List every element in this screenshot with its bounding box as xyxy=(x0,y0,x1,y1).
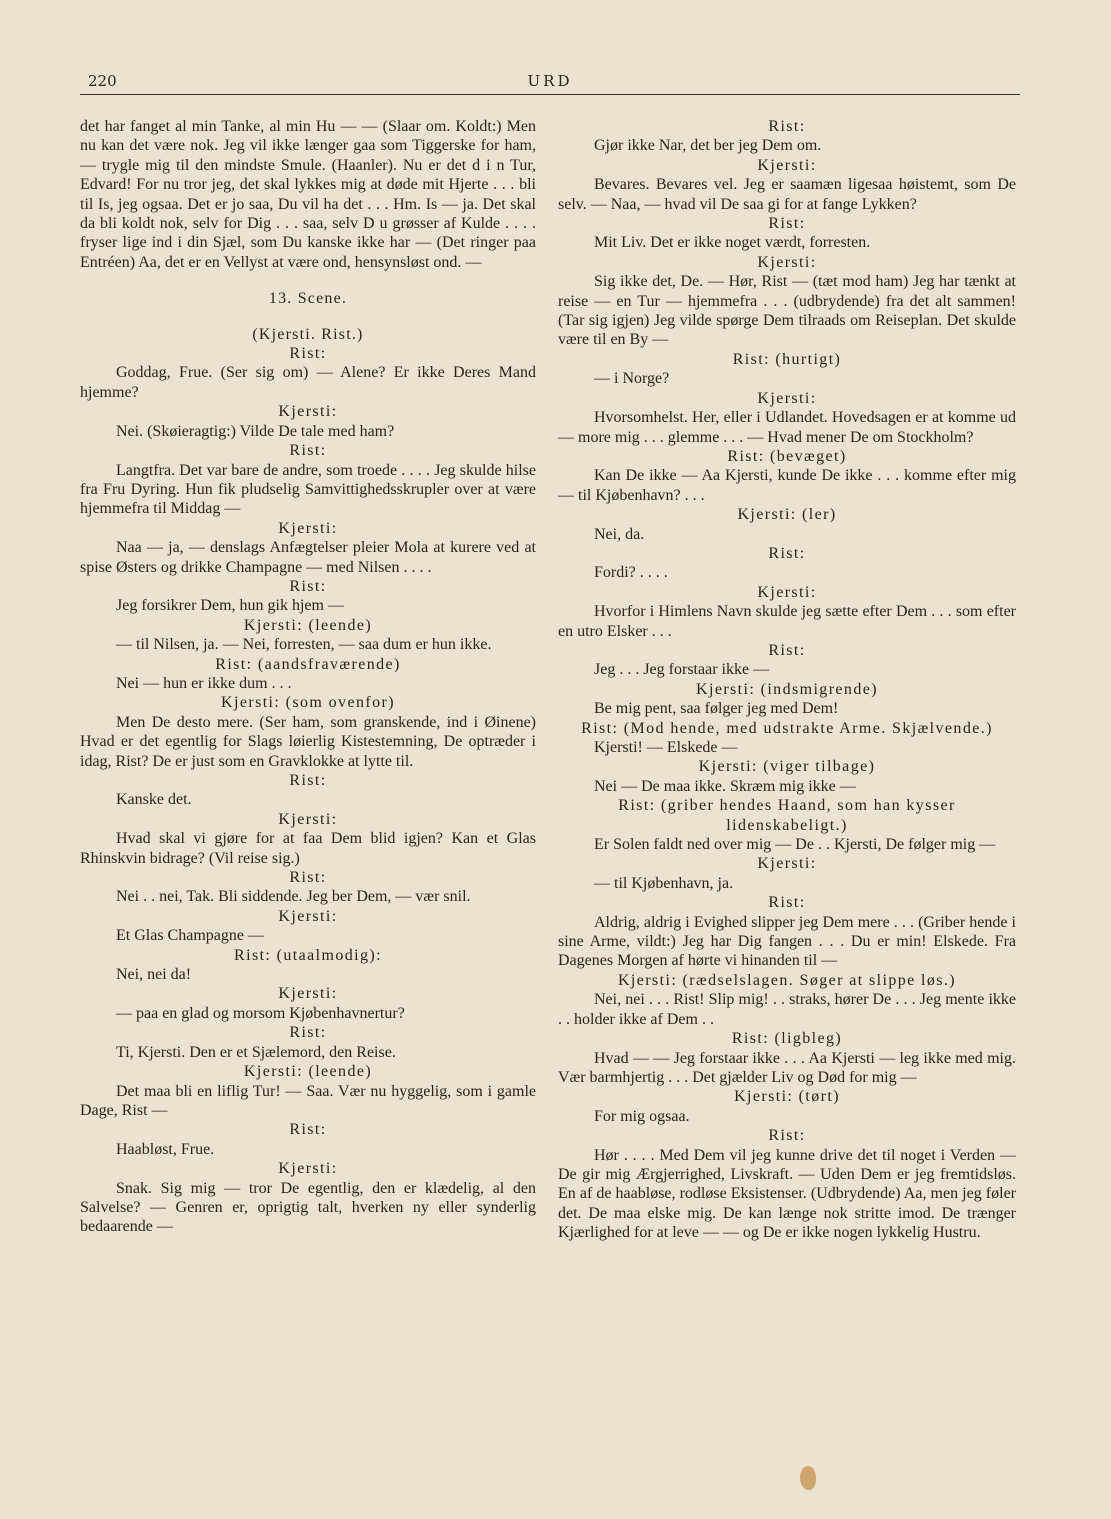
dialogue-paragraph: Kjersti! — Elskede — xyxy=(594,739,738,756)
dialogue-paragraph: Ti, Kjersti. Den er et Sjælemord, den Reise. xyxy=(116,1043,396,1061)
speaker-label: Kjersti: xyxy=(278,985,338,1003)
dialogue-paragraph: Naa — ja, — denslags Anfægtelser pleier Mola at kurere ved at spise Østers og drikke Champagne — med Nilsen . . . . xyxy=(80,539,536,576)
speaker-label: Kjersti: xyxy=(278,1160,338,1178)
speaker-label: Kjersti: (leende) xyxy=(243,616,373,634)
dialogue-paragraph: Gjør ikke Nar, det ber jeg Dem om. xyxy=(594,137,822,155)
dialogue-paragraph: Mit Liv. Det er ikke noget værdt, forresten. xyxy=(594,234,871,252)
dialogue-paragraph: Bevares. Bevares vel. Jeg er saamæn ligesaa høistemt, som De selv. — Naa, — hvad vil De saa gi for at fange Lykken? xyxy=(558,176,1016,213)
dialogue-paragraph: Snak. Sig mig — tror De egentlig, den er klædelig, al den Salvelse? — Genren er, oprigtig talt, hverken ny eller synderlig bedaarende — xyxy=(80,1179,536,1236)
speaker-label: Rist: xyxy=(768,1127,806,1145)
dialogue-paragraph: Kanske det. xyxy=(116,791,192,809)
dialogue-paragraph: Hvorfor i Himlens Navn skulde jeg sætte efter Dem . . . som efter en utro Elsker . . . xyxy=(558,603,1016,640)
dialogue-paragraph: Et Glas Champagne — xyxy=(116,927,264,945)
speaker-label: Rist: xyxy=(768,641,806,659)
speaker-label: Rist: xyxy=(768,215,806,233)
dialogue-paragraph: Langtfra. Det var bare de andre, som troede . . . . Jeg skulde hilse fra Fru Dyring. Hun fik pludselig Samvittighedsskrupler over at være hjemmefra til Middag — xyxy=(80,461,536,518)
ink-stain xyxy=(800,1466,816,1490)
speaker-label: Rist: xyxy=(289,345,327,363)
speaker-label: Rist: (utaalmodig): xyxy=(234,946,382,964)
dialogue-paragraph: Er Solen faldt ned over mig — De . . Kjersti, De følger mig — xyxy=(594,836,996,854)
dialogue-paragraph: — til Kjøbenhavn, ja. xyxy=(594,874,734,892)
speaker-label: Rist: (griber hendes Haand, som han kysser lidenskabeligt.) xyxy=(618,797,956,834)
dialogue-paragraph: Nei, nei . . . Rist! Slip mig! . . straks, hører De . . . Jeg mente ikke . . holder ikke af Dem . . xyxy=(558,991,1016,1028)
dialogue-paragraph: Nei — De maa ikke. Skræm mig ikke — xyxy=(594,777,856,795)
speaker-label: Kjersti: xyxy=(757,583,817,601)
spacer xyxy=(80,272,536,289)
speaker-label: Kjersti: xyxy=(757,389,817,407)
speaker-label: Rist: xyxy=(289,1121,327,1139)
dialogue-paragraph: Aldrig, aldrig i Evighed slipper jeg Dem mere . . . (Griber hende i sine Arme, vildt:) Jeg har Dig fangen . . . Du er min! Elskede. Fra Dagenes Morgen af hørte vi hinanden til — xyxy=(558,913,1016,970)
speaker-label: Rist: (ligbleg) xyxy=(731,1030,843,1048)
speaker-label: Rist: xyxy=(289,442,327,460)
dialogue-paragraph: Hvad skal vi gjøre for at faa Dem blid igjen? Kan et Glas Rhinskvin bidrage? (Vil reise sig.) xyxy=(80,830,536,867)
speaker-label: Kjersti: xyxy=(278,403,338,421)
speaker-label: Kjersti: (rædselslagen. Søger at slippe løs.) xyxy=(617,971,957,989)
speaker-label: Kjersti: xyxy=(278,810,338,828)
speaker-label: Kjersti: xyxy=(278,519,338,537)
dialogue-paragraph: Jeg forsikrer Dem, hun gik hjem — xyxy=(116,597,344,615)
dialogue-paragraph: Fordi? . . . . xyxy=(594,564,668,582)
running-title: URD xyxy=(527,72,573,90)
speaker-label: Rist: (aandsfraværende) xyxy=(215,655,401,673)
speaker-label: Kjersti: xyxy=(757,156,817,174)
speaker-label: Kjersti: xyxy=(757,855,817,873)
speaker-label: Rist: xyxy=(768,894,806,912)
speaker-label: Rist: (bevæget) xyxy=(727,447,847,465)
scene-heading: (Kjersti. Rist.) xyxy=(252,325,364,343)
dialogue-paragraph: Nei, nei da! xyxy=(116,966,192,984)
speaker-label: Rist: xyxy=(289,772,327,789)
dialogue-paragraph: Men De desto mere. (Ser ham, som granskende, ind i Øinene) Hvad er det egentlig for Slags løierlig Kistestemning, De optræder i idag, Rist? De er just som en Gravklokke at lytte til. xyxy=(80,713,536,770)
dialogue-paragraph: Kan De ikke — Aa Kjersti, kunde De ikke . . . komme efter mig — til Kjøbenhavn? . . . xyxy=(558,467,1016,504)
dialogue-paragraph: Nei . . nei, Tak. Bli siddende. Jeg ber Dem, — vær snil. xyxy=(116,888,471,906)
speaker-label: Rist: (hurtigt) xyxy=(732,350,842,368)
speaker-label: Rist: xyxy=(768,118,806,135)
dialogue-paragraph: Nei, da. xyxy=(594,525,645,543)
speaker-label: Rist: xyxy=(289,577,327,595)
dialogue-paragraph: Hvorsomhelst. Her, eller i Udlandet. Hovedsagen er at komme ud — more mig . . . glemme . . . — Hvad mener De om Stockholm? xyxy=(558,409,1016,446)
dialogue-paragraph: Be mig pent, saa følger jeg med Dem! xyxy=(594,700,839,718)
dialogue-paragraph: Jeg . . . Jeg forstaar ikke — xyxy=(594,661,770,679)
dialogue-paragraph: Nei — hun er ikke dum . . . xyxy=(116,674,292,692)
speaker-label: Kjersti: (viger tilbage) xyxy=(698,758,876,776)
dialogue-paragraph: Nei. (Skøieragtig:) Vilde De tale med ham? xyxy=(116,422,395,440)
page-header xyxy=(80,70,1020,95)
speaker-label: Rist: (Mod hende, med udstrakte Arme. Skjælvende.) xyxy=(581,719,993,737)
speaker-label: Kjersti: (ler) xyxy=(737,506,837,524)
left-column xyxy=(80,117,536,1237)
right-column xyxy=(558,117,1016,1243)
spacer xyxy=(80,309,536,325)
dialogue-paragraph: Sig ikke det, De. — Hør, Rist — (tæt mod ham) Jeg har tænkt at reise — en Tur — hjemmefra . . . (udbrydende) fra det alt sammen! (Tar sig igjen) Jeg vilde spørge Dem tilraads om Reiseplan. Det skulde være til en By — xyxy=(558,273,1016,349)
speaker-label: Rist: xyxy=(289,1024,327,1042)
dialogue-paragraph: Goddag, Frue. (Ser sig om) — Alene? Er ikke Deres Mand hjemme? xyxy=(80,364,536,401)
dialogue-paragraph: Det maa bli en liflig Tur! — Saa. Vær nu hyggelig, som i gamle Dage, Rist — xyxy=(80,1082,536,1119)
dialogue-paragraph: — paa en glad og morsom Kjøbenhavnertur? xyxy=(116,1004,405,1022)
dialogue-paragraph: — til Nilsen, ja. — Nei, forresten, — saa dum er hun ikke. xyxy=(116,636,492,654)
speaker-label: Kjersti: (som ovenfor) xyxy=(221,694,395,712)
speaker-label: Kjersti: (leende) xyxy=(243,1063,373,1081)
dialogue-paragraph: Hvad — — Jeg forstaar ikke . . . Aa Kjersti — leg ikke med mig. Vær barmhjertig . . . Det gjælder Liv og Død for mig — xyxy=(558,1049,1016,1086)
dialogue-paragraph: Hør . . . . Med Dem vil jeg kunne drive det til noget i Verden — De gir mig Ærgjerrighed, Livskraft. — Uden Dem er jeg fremtidsløs. En af de haabløse, rodløse Eksistenser. (Udbrydende) Aa, men jeg føler det. De maa elske mig. De kan længe nok stritte imod. De trænger Kjærlighed for at leve — — og De er ikke nogen lykkelig Hustru. xyxy=(558,1146,1016,1242)
dialogue-paragraph: Haabløst, Frue. xyxy=(116,1140,215,1158)
speaker-label: Rist: xyxy=(768,544,806,562)
dialogue-paragraph: — i Norge? xyxy=(594,370,670,388)
speaker-label: Kjersti: xyxy=(757,253,817,271)
dialogue-paragraph: det har fanget al min Tanke, al min Hu — — (Slaar om. Koldt:) Men nu kan det være nok. Jeg vil ikke længer gaa som Tiggerske for ham, — trygle mig til den mindste Smule. (Haanler). Nu er det d i n Tur, Edvard! For nu tror jeg, det skal lykkes mig at døde mit Hjerte . . . bli til Is, jeg ogsaa. Det er jo saa, Du vil ha det . . . Hm. Is — ja. Det skal da bli koldt nok, selv for Dig . . . saa, selv D u grøsser af Kulde . . . . fryser lige ind i din Sjæl, som Du kanske ikke har — (Det ringer paa Entréen) Aa, det er en Vellyst at være ond, hensynsløst ond. — xyxy=(80,118,536,271)
speaker-label: Kjersti: (tørt) xyxy=(734,1088,840,1106)
dialogue-paragraph: For mig ogsaa. xyxy=(594,1107,690,1125)
speaker-label: Rist: xyxy=(289,869,327,887)
page-number: 220 xyxy=(88,72,117,90)
scene-heading: 13. Scene. xyxy=(268,290,348,308)
speaker-label: Kjersti: xyxy=(278,907,338,925)
speaker-label: Kjersti: (indsmigrende) xyxy=(696,680,878,698)
